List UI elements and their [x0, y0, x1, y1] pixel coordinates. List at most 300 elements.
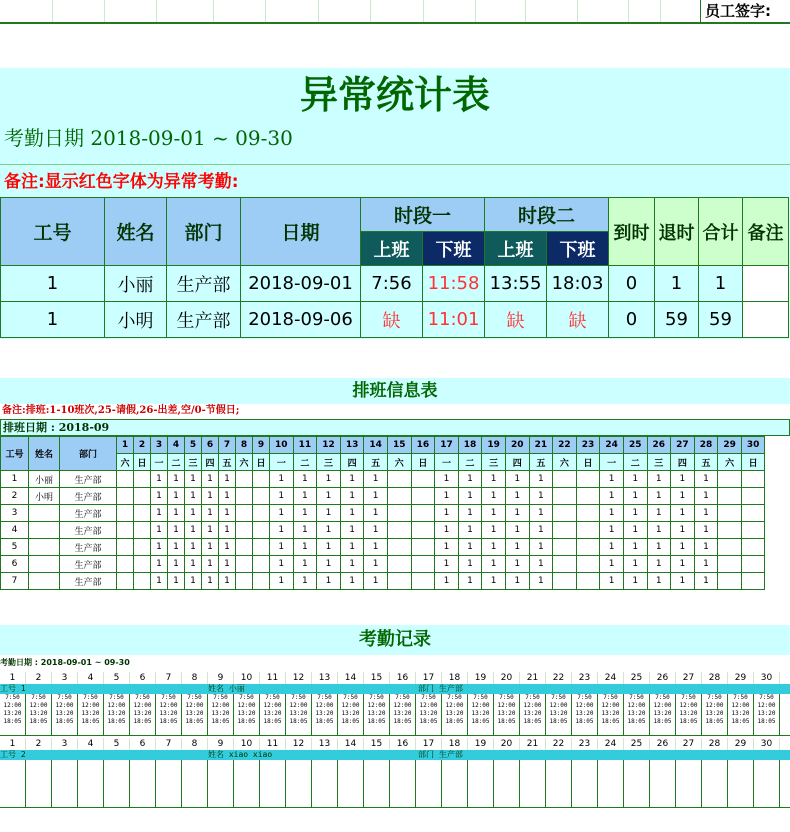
punch-cell[interactable]: 7:50 12:00 13:20 18:05 [572, 694, 598, 735]
shift-cell[interactable]: 1 [482, 471, 506, 488]
shift-cell[interactable] [553, 471, 577, 488]
shift-cell[interactable]: 1 [671, 488, 695, 505]
shift-cell[interactable] [387, 522, 411, 539]
shift-cell[interactable]: 1 [505, 573, 529, 590]
shift-cell[interactable]: 1 [671, 539, 695, 556]
shift-cell[interactable] [576, 471, 600, 488]
shift-cell[interactable]: 1 [458, 488, 482, 505]
shift-cell[interactable]: 1 [505, 539, 529, 556]
shift-cell[interactable]: 1 [647, 505, 671, 522]
shift-cell[interactable]: 1 [600, 488, 624, 505]
shift-cell[interactable]: 1 [600, 573, 624, 590]
cell-p1-in[interactable]: 7:56 [361, 266, 423, 302]
cell-dept[interactable]: 生产部 [60, 488, 117, 505]
shift-cell[interactable]: 1 [505, 505, 529, 522]
shift-cell[interactable]: 1 [647, 471, 671, 488]
punch-cell[interactable]: 7:50 12:00 13:20 18:05 [494, 694, 520, 735]
cell-p2-in[interactable]: 13:55 [485, 266, 547, 302]
shift-cell[interactable]: 1 [529, 471, 553, 488]
cell-total[interactable]: 59 [699, 302, 743, 338]
shift-cell[interactable]: 1 [219, 522, 236, 539]
punch-cell[interactable]: 7:50 12:00 13:20 18:05 [598, 694, 624, 735]
cell-emp-id[interactable]: 3 [1, 505, 29, 522]
shift-cell[interactable] [117, 505, 134, 522]
shift-cell[interactable] [576, 522, 600, 539]
punch-cell[interactable]: 7:50 12:00 13:20 18:05 [0, 694, 26, 735]
shift-cell[interactable]: 1 [151, 573, 168, 590]
shift-cell[interactable]: 1 [202, 505, 219, 522]
shift-cell[interactable]: 1 [185, 573, 202, 590]
shift-cell[interactable] [718, 573, 742, 590]
shift-cell[interactable] [411, 488, 435, 505]
punch-cell[interactable] [572, 760, 598, 807]
shift-cell[interactable]: 1 [529, 556, 553, 573]
cell-date[interactable]: 2018-09-01 [241, 266, 361, 302]
shift-cell[interactable]: 1 [293, 488, 317, 505]
punch-cell[interactable] [728, 760, 754, 807]
shift-cell[interactable]: 1 [482, 488, 506, 505]
shift-cell[interactable] [576, 505, 600, 522]
shift-cell[interactable]: 1 [317, 488, 341, 505]
shift-cell[interactable]: 1 [647, 556, 671, 573]
shift-cell[interactable]: 1 [293, 573, 317, 590]
shift-cell[interactable] [576, 539, 600, 556]
cell-dept[interactable]: 生产部 [167, 302, 241, 338]
shift-cell[interactable]: 1 [505, 522, 529, 539]
shift-cell[interactable]: 1 [623, 471, 647, 488]
cell-name[interactable]: 小丽 [105, 266, 167, 302]
shift-cell[interactable] [253, 522, 270, 539]
shift-cell[interactable] [117, 556, 134, 573]
cell-dept[interactable]: 生产部 [60, 556, 117, 573]
shift-cell[interactable]: 1 [202, 556, 219, 573]
shift-cell[interactable]: 1 [219, 573, 236, 590]
shift-cell[interactable]: 1 [293, 556, 317, 573]
punch-cell[interactable]: 7:50 12:00 13:20 18:05 [702, 694, 728, 735]
shift-cell[interactable]: 1 [340, 573, 364, 590]
punch-cell[interactable]: 7:50 12:00 13:20 18:05 [312, 694, 338, 735]
punch-cell[interactable] [78, 760, 104, 807]
cell-name[interactable] [29, 505, 60, 522]
shift-cell[interactable]: 1 [647, 539, 671, 556]
shift-cell[interactable] [741, 505, 765, 522]
shift-cell[interactable]: 1 [270, 471, 294, 488]
punch-cell[interactable]: 7:50 12:00 13:20 18:05 [390, 694, 416, 735]
shift-cell[interactable] [553, 488, 577, 505]
shift-cell[interactable]: 1 [600, 471, 624, 488]
shift-cell[interactable] [134, 522, 151, 539]
shift-cell[interactable] [411, 539, 435, 556]
shift-cell[interactable]: 1 [185, 505, 202, 522]
punch-cell[interactable] [104, 760, 130, 807]
shift-cell[interactable]: 1 [340, 522, 364, 539]
shift-cell[interactable]: 1 [185, 556, 202, 573]
punch-cell[interactable] [52, 760, 78, 807]
shift-cell[interactable]: 1 [671, 573, 695, 590]
shift-cell[interactable] [117, 488, 134, 505]
shift-cell[interactable]: 1 [694, 488, 718, 505]
shift-cell[interactable]: 1 [270, 539, 294, 556]
shift-cell[interactable] [387, 505, 411, 522]
shift-cell[interactable]: 1 [458, 471, 482, 488]
shift-cell[interactable] [387, 573, 411, 590]
shift-cell[interactable]: 1 [151, 556, 168, 573]
shift-cell[interactable]: 1 [168, 556, 185, 573]
punch-cell[interactable] [26, 760, 52, 807]
shift-cell[interactable]: 1 [364, 539, 388, 556]
shift-cell[interactable] [253, 556, 270, 573]
shift-cell[interactable] [576, 488, 600, 505]
shift-cell[interactable]: 1 [623, 488, 647, 505]
shift-cell[interactable] [253, 488, 270, 505]
punch-cell[interactable]: 7:50 12:00 13:20 18:05 [520, 694, 546, 735]
shift-cell[interactable]: 1 [364, 505, 388, 522]
shift-cell[interactable]: 1 [623, 539, 647, 556]
punch-cell[interactable] [390, 760, 416, 807]
punch-cell[interactable] [468, 760, 494, 807]
shift-cell[interactable] [576, 573, 600, 590]
shift-cell[interactable] [387, 556, 411, 573]
punch-cell[interactable]: 7:50 12:00 13:20 18:05 [234, 694, 260, 735]
shift-cell[interactable]: 1 [435, 556, 459, 573]
shift-cell[interactable]: 1 [671, 505, 695, 522]
shift-cell[interactable] [134, 539, 151, 556]
shift-cell[interactable]: 1 [694, 471, 718, 488]
cell-name[interactable]: 小明 [29, 488, 60, 505]
shift-cell[interactable]: 1 [340, 539, 364, 556]
shift-cell[interactable]: 1 [185, 471, 202, 488]
punch-cell[interactable]: 7:50 12:00 13:20 18:05 [156, 694, 182, 735]
cell-remark[interactable] [743, 302, 789, 338]
cell-dept[interactable]: 生产部 [60, 522, 117, 539]
cell-total[interactable]: 1 [699, 266, 743, 302]
punch-cell[interactable]: 7:50 12:00 13:20 18:05 [182, 694, 208, 735]
shift-cell[interactable]: 1 [529, 505, 553, 522]
shift-cell[interactable] [117, 539, 134, 556]
shift-cell[interactable] [718, 505, 742, 522]
shift-cell[interactable]: 1 [219, 505, 236, 522]
shift-cell[interactable]: 1 [529, 539, 553, 556]
shift-cell[interactable]: 1 [317, 556, 341, 573]
cell-emp-id[interactable]: 4 [1, 522, 29, 539]
shift-cell[interactable]: 1 [219, 471, 236, 488]
shift-cell[interactable]: 1 [482, 573, 506, 590]
shift-cell[interactable] [134, 471, 151, 488]
cell-p2-out[interactable]: 18:03 [547, 266, 609, 302]
punch-cell[interactable]: 7:50 12:00 13:20 18:05 [416, 694, 442, 735]
shift-cell[interactable]: 1 [623, 573, 647, 590]
shift-cell[interactable]: 1 [270, 573, 294, 590]
cell-p1-in[interactable]: 缺 [361, 302, 423, 338]
cell-emp-id[interactable]: 1 [1, 302, 105, 338]
punch-cell[interactable] [156, 760, 182, 807]
shift-cell[interactable]: 1 [270, 488, 294, 505]
shift-cell[interactable] [134, 573, 151, 590]
shift-cell[interactable]: 1 [202, 488, 219, 505]
punch-cell[interactable] [546, 760, 572, 807]
punch-cell[interactable] [598, 760, 624, 807]
punch-cell[interactable] [650, 760, 676, 807]
punch-cell[interactable]: 7:50 12:00 13:20 18:05 [130, 694, 156, 735]
shift-cell[interactable] [117, 573, 134, 590]
cell-emp-id[interactable]: 2 [1, 488, 29, 505]
shift-cell[interactable]: 1 [317, 505, 341, 522]
cell-emp-id[interactable]: 1 [1, 471, 29, 488]
shift-cell[interactable]: 1 [202, 573, 219, 590]
shift-cell[interactable] [718, 522, 742, 539]
shift-cell[interactable]: 1 [185, 488, 202, 505]
shift-cell[interactable] [411, 556, 435, 573]
shift-cell[interactable]: 1 [168, 522, 185, 539]
shift-cell[interactable]: 1 [623, 505, 647, 522]
punch-cell[interactable]: 7:50 12:00 13:20 18:05 [104, 694, 130, 735]
cell-late[interactable]: 0 [609, 266, 655, 302]
shift-cell[interactable]: 1 [168, 539, 185, 556]
punch-cell[interactable] [260, 760, 286, 807]
cell-date[interactable]: 2018-09-06 [241, 302, 361, 338]
shift-cell[interactable] [718, 539, 742, 556]
punch-cell[interactable]: 7:50 12:00 13:20 18:05 [650, 694, 676, 735]
shift-cell[interactable]: 1 [317, 522, 341, 539]
shift-cell[interactable]: 1 [185, 539, 202, 556]
shift-cell[interactable]: 1 [202, 522, 219, 539]
shift-cell[interactable] [387, 539, 411, 556]
shift-cell[interactable]: 1 [317, 539, 341, 556]
shift-cell[interactable]: 1 [168, 573, 185, 590]
cell-name[interactable] [29, 573, 60, 590]
shift-cell[interactable]: 1 [270, 556, 294, 573]
cell-name[interactable] [29, 522, 60, 539]
shift-cell[interactable]: 1 [364, 488, 388, 505]
punch-cell[interactable]: 7:50 12:00 13:20 18:05 [78, 694, 104, 735]
shift-cell[interactable] [553, 556, 577, 573]
cell-emp-id[interactable]: 6 [1, 556, 29, 573]
punch-cell[interactable]: 7:50 12:00 13:20 18:05 [338, 694, 364, 735]
cell-p1-out[interactable]: 11:01 [423, 302, 485, 338]
shift-cell[interactable] [134, 488, 151, 505]
punch-cell[interactable] [234, 760, 260, 807]
shift-cell[interactable]: 1 [671, 471, 695, 488]
punch-cell[interactable] [702, 760, 728, 807]
shift-cell[interactable]: 1 [600, 539, 624, 556]
shift-cell[interactable] [741, 556, 765, 573]
punch-cell[interactable]: 7:50 12:00 13:20 18:05 [260, 694, 286, 735]
shift-cell[interactable]: 1 [435, 522, 459, 539]
shift-cell[interactable]: 1 [482, 556, 506, 573]
shift-cell[interactable] [411, 471, 435, 488]
shift-cell[interactable] [741, 488, 765, 505]
shift-cell[interactable]: 1 [168, 471, 185, 488]
punch-cell[interactable]: 7:50 12:00 13:20 18:05 [442, 694, 468, 735]
shift-cell[interactable] [718, 556, 742, 573]
cell-name[interactable]: 小丽 [29, 471, 60, 488]
shift-cell[interactable]: 1 [694, 522, 718, 539]
shift-cell[interactable]: 1 [219, 556, 236, 573]
shift-cell[interactable]: 1 [694, 556, 718, 573]
shift-cell[interactable]: 1 [458, 522, 482, 539]
shift-cell[interactable]: 1 [219, 488, 236, 505]
shift-cell[interactable]: 1 [458, 539, 482, 556]
punch-cell[interactable] [286, 760, 312, 807]
punch-cell[interactable] [364, 760, 390, 807]
shift-cell[interactable]: 1 [458, 573, 482, 590]
shift-cell[interactable] [411, 522, 435, 539]
shift-cell[interactable]: 1 [364, 556, 388, 573]
shift-cell[interactable] [134, 505, 151, 522]
shift-cell[interactable]: 1 [529, 488, 553, 505]
punch-cell[interactable] [494, 760, 520, 807]
punch-cell[interactable]: 7:50 12:00 13:20 18:05 [364, 694, 390, 735]
shift-cell[interactable] [553, 539, 577, 556]
shift-cell[interactable]: 1 [458, 556, 482, 573]
cell-dept[interactable]: 生产部 [167, 266, 241, 302]
shift-cell[interactable]: 1 [317, 573, 341, 590]
shift-cell[interactable] [236, 488, 253, 505]
shift-cell[interactable]: 1 [435, 471, 459, 488]
shift-cell[interactable]: 1 [270, 505, 294, 522]
shift-cell[interactable]: 1 [364, 522, 388, 539]
shift-cell[interactable]: 1 [435, 488, 459, 505]
shift-cell[interactable]: 1 [168, 505, 185, 522]
punch-cell[interactable] [182, 760, 208, 807]
punch-cell[interactable]: 7:50 12:00 13:20 18:05 [676, 694, 702, 735]
shift-cell[interactable] [134, 556, 151, 573]
shift-cell[interactable]: 1 [340, 471, 364, 488]
shift-cell[interactable] [741, 573, 765, 590]
shift-cell[interactable]: 1 [647, 573, 671, 590]
shift-cell[interactable]: 1 [293, 522, 317, 539]
shift-cell[interactable]: 1 [694, 573, 718, 590]
shift-cell[interactable]: 1 [340, 556, 364, 573]
shift-cell[interactable]: 1 [694, 539, 718, 556]
shift-cell[interactable]: 1 [600, 505, 624, 522]
shift-cell[interactable]: 1 [151, 471, 168, 488]
punch-cell[interactable]: 7:50 12:00 13:20 18:05 [208, 694, 234, 735]
shift-cell[interactable]: 1 [623, 522, 647, 539]
shift-cell[interactable] [553, 573, 577, 590]
cell-late[interactable]: 0 [609, 302, 655, 338]
shift-cell[interactable]: 1 [340, 488, 364, 505]
shift-cell[interactable] [253, 505, 270, 522]
shift-cell[interactable]: 1 [151, 522, 168, 539]
shift-cell[interactable]: 1 [435, 573, 459, 590]
punch-cell[interactable]: 7:50 12:00 13:20 18:05 [52, 694, 78, 735]
punch-cell[interactable] [442, 760, 468, 807]
punch-cell[interactable] [312, 760, 338, 807]
punch-cell[interactable] [624, 760, 650, 807]
shift-cell[interactable]: 1 [202, 539, 219, 556]
shift-cell[interactable] [253, 539, 270, 556]
cell-dept[interactable]: 生产部 [60, 539, 117, 556]
shift-cell[interactable]: 1 [340, 505, 364, 522]
shift-cell[interactable] [236, 573, 253, 590]
punch-cell[interactable]: 7:50 12:00 13:20 18:05 [26, 694, 52, 735]
shift-cell[interactable] [576, 556, 600, 573]
shift-cell[interactable] [253, 573, 270, 590]
shift-cell[interactable] [741, 539, 765, 556]
shift-cell[interactable]: 1 [435, 539, 459, 556]
punch-cell[interactable] [338, 760, 364, 807]
shift-cell[interactable] [236, 539, 253, 556]
shift-cell[interactable]: 1 [151, 488, 168, 505]
shift-cell[interactable] [387, 488, 411, 505]
shift-cell[interactable] [117, 522, 134, 539]
shift-cell[interactable] [553, 505, 577, 522]
shift-cell[interactable]: 1 [647, 522, 671, 539]
punch-cell[interactable] [416, 760, 442, 807]
punch-cell[interactable] [208, 760, 234, 807]
punch-cell[interactable] [0, 760, 26, 807]
shift-cell[interactable]: 1 [185, 522, 202, 539]
shift-cell[interactable] [236, 505, 253, 522]
cell-dept[interactable]: 生产部 [60, 505, 117, 522]
shift-cell[interactable]: 1 [270, 522, 294, 539]
shift-cell[interactable]: 1 [219, 539, 236, 556]
shift-cell[interactable] [741, 522, 765, 539]
shift-cell[interactable]: 1 [293, 471, 317, 488]
cell-name[interactable]: 小明 [105, 302, 167, 338]
cell-emp-id[interactable]: 7 [1, 573, 29, 590]
shift-cell[interactable] [236, 471, 253, 488]
cell-p2-in[interactable]: 缺 [485, 302, 547, 338]
cell-p1-out[interactable]: 11:58 [423, 266, 485, 302]
shift-cell[interactable] [253, 471, 270, 488]
shift-cell[interactable]: 1 [505, 556, 529, 573]
shift-cell[interactable]: 1 [694, 505, 718, 522]
shift-cell[interactable]: 1 [364, 573, 388, 590]
shift-cell[interactable] [387, 471, 411, 488]
shift-cell[interactable]: 1 [168, 488, 185, 505]
punch-cell[interactable]: 7:50 12:00 13:20 18:05 [286, 694, 312, 735]
shift-cell[interactable] [117, 471, 134, 488]
shift-cell[interactable]: 1 [364, 471, 388, 488]
shift-cell[interactable]: 1 [482, 539, 506, 556]
shift-cell[interactable]: 1 [293, 505, 317, 522]
cell-dept[interactable]: 生产部 [60, 573, 117, 590]
shift-cell[interactable]: 1 [317, 471, 341, 488]
punch-cell[interactable] [754, 760, 780, 807]
shift-cell[interactable]: 1 [529, 573, 553, 590]
cell-emp-id[interactable]: 5 [1, 539, 29, 556]
punch-cell[interactable]: 7:50 12:00 13:20 18:05 [624, 694, 650, 735]
cell-early[interactable]: 1 [655, 266, 699, 302]
shift-cell[interactable]: 1 [623, 556, 647, 573]
punch-cell[interactable]: 7:50 12:00 13:20 18:05 [468, 694, 494, 735]
shift-cell[interactable] [236, 522, 253, 539]
shift-cell[interactable]: 1 [482, 505, 506, 522]
shift-cell[interactable] [718, 488, 742, 505]
shift-cell[interactable] [411, 573, 435, 590]
shift-cell[interactable]: 1 [671, 556, 695, 573]
shift-cell[interactable] [236, 556, 253, 573]
punch-cell[interactable] [676, 760, 702, 807]
shift-cell[interactable]: 1 [435, 505, 459, 522]
shift-cell[interactable] [411, 505, 435, 522]
cell-p2-out[interactable]: 缺 [547, 302, 609, 338]
shift-cell[interactable]: 1 [151, 505, 168, 522]
shift-cell[interactable]: 1 [529, 522, 553, 539]
punch-cell[interactable]: 7:50 12:00 13:20 18:05 [754, 694, 780, 735]
shift-cell[interactable]: 1 [482, 522, 506, 539]
shift-cell[interactable]: 1 [647, 488, 671, 505]
shift-cell[interactable] [718, 471, 742, 488]
cell-emp-id[interactable]: 1 [1, 266, 105, 302]
shift-cell[interactable]: 1 [202, 471, 219, 488]
punch-cell[interactable] [520, 760, 546, 807]
punch-cell[interactable] [130, 760, 156, 807]
shift-cell[interactable]: 1 [151, 539, 168, 556]
shift-cell[interactable]: 1 [458, 505, 482, 522]
